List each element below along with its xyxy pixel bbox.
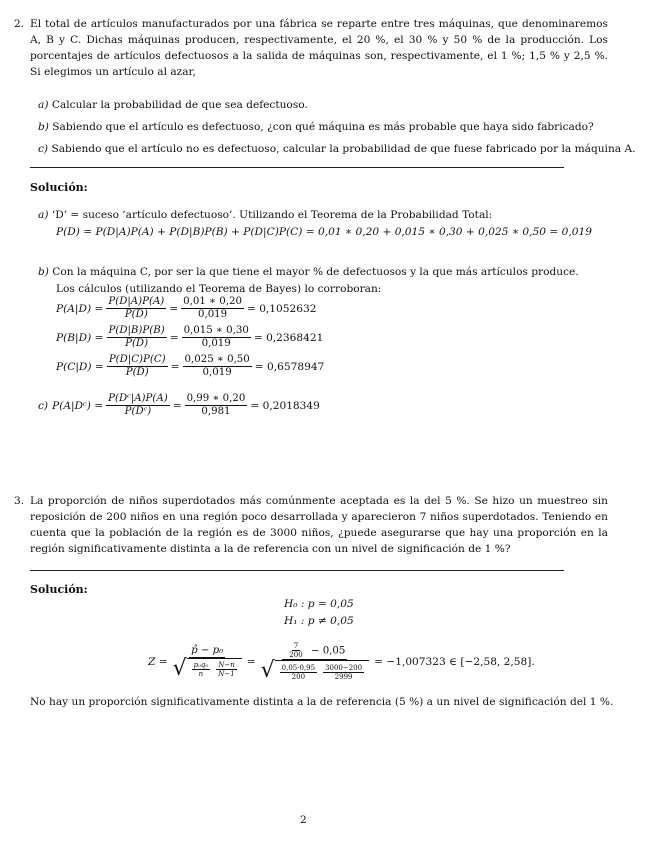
z-formula-fraction: [171, 645, 244, 680]
radical-sign: √: [172, 655, 187, 681]
part-label: b): [38, 266, 49, 278]
fraction: [280, 664, 317, 681]
z-value-fraction: [259, 642, 371, 682]
numeric-fraction: [182, 325, 251, 350]
bayes-fraction: [107, 325, 167, 350]
problem-3-number: 3.: [14, 495, 25, 507]
part-label: c): [38, 143, 49, 155]
numerator: P(D|C)P(C): [108, 354, 166, 365]
square-root: [172, 655, 242, 681]
square-root: [261, 660, 369, 682]
numerator: [282, 642, 347, 660]
denominator: [259, 660, 371, 682]
bayes-fraction: [106, 393, 170, 418]
fraction: [192, 661, 211, 678]
solution-a-text: [38, 207, 492, 223]
denominator: 0,019: [197, 309, 228, 320]
result: = 0,2018349: [250, 399, 320, 412]
numerator: 0,025 ∗ 0,50: [184, 354, 250, 365]
denominator: 200: [289, 651, 303, 659]
numerator: 0,015 ∗ 0,30: [183, 325, 249, 336]
denominator: 200: [291, 672, 306, 681]
solution-heading: Solución:: [30, 181, 88, 194]
denominator: 0,019: [201, 338, 231, 349]
numerator: 0,99 ∗ 0,20: [186, 393, 246, 404]
part-text: Sabiendo que el artículo es defectuoso, ¿con qué máquina es más probable que haya sido fabricado?: [52, 121, 594, 133]
solution-b-description: Con la máquina C, por ser la que tiene el mayor % de defectuosos y la que más artículos produce.: [52, 266, 579, 278]
total-probability-formula: P(D) = P(D|A)P(A) + P(D|B)P(B) + P(D|C)P(C) = 0,01 ∗ 0,20 + 0,015 ∗ 0,30 + 0,025 ∗ 0,50 = 0,019: [56, 226, 592, 238]
problem-3-statement: La proporción de niños superdotados más comúnmente aceptada es la del 5 %. Se hizo un muestreo sin reposición de 200 niños en una región poco desarrollada y aparecieron 7 niños superdotados. Teniendo en cuenta que la población de la región es de 3000 niños, ¿puede asegurarse que hay una proporción en la región significativamente distinta a la de referencia con un nivel de significación de 1 %?: [30, 495, 608, 555]
divider: [30, 570, 564, 571]
alternative-hypothesis: H₁ : p ≠ 0,05: [284, 615, 354, 627]
denominator: P(D): [124, 309, 148, 320]
numerator: p̂ − p₀: [191, 644, 224, 656]
result: = 0,2368421: [253, 331, 324, 344]
z-lhs: Z =: [148, 656, 168, 668]
problem-2-part-b: [38, 119, 594, 135]
problem-2-statement: El total de artículos manufacturados por una fábrica se reparte entre tres máquinas, que denominaremos A, B y C. Dichas máquinas producen, respectivamente, el 20 %, el 30 % y 50 % de la producción. Los porcentajes de artículos defectuosos a la salida de máquinas son, respectivamente, el 1 %; 1,5 % y 2,5 %. Si elegimos un artículo al azar,: [30, 18, 608, 78]
conclusion: No hay un proporción significativamente distinta a la de referencia (5 %) a un nivel de significación del 1 %.: [30, 696, 614, 708]
numeric-fraction: [181, 296, 244, 321]
bayes-lhs: P(B|D) =: [56, 331, 104, 344]
denominator: P(D): [125, 367, 149, 378]
page-number: 2: [300, 814, 307, 826]
fraction: [216, 661, 237, 678]
divider: [30, 167, 564, 168]
solution-c-formula: [38, 393, 320, 418]
part-label: b): [38, 121, 49, 133]
bayes-lhs: P(A|Dᶜ) =: [52, 399, 104, 412]
problem-2-part-c: [38, 141, 635, 157]
bayes-row-a: [56, 296, 317, 321]
bayes-row-c: [56, 354, 324, 379]
fraction: [287, 642, 304, 659]
equals: =: [170, 360, 180, 373]
equals: =: [246, 656, 256, 668]
denominator: P(Dᶜ): [124, 406, 152, 417]
null-hypothesis: H₀ : p = 0,05: [284, 598, 354, 610]
denominator: N−1: [218, 670, 235, 678]
numerator: 3000−200: [325, 663, 363, 672]
part-text: Calcular la probabilidad de que sea defectuoso.: [51, 99, 308, 111]
part-label: a): [38, 209, 49, 221]
numerator: 7: [293, 642, 299, 650]
numerator: P(D|B)P(B): [108, 325, 165, 336]
part-text: Sabiendo que el artículo no es defectuoso, calcular la probabilidad de que fuese fabricado por la máquina A.: [51, 143, 636, 155]
part-label: a): [38, 99, 49, 111]
radical-sign: √: [260, 658, 275, 683]
numerator: P(D|A)P(A): [108, 296, 165, 307]
equals: =: [169, 331, 179, 344]
numerator: p₀q₀: [193, 661, 209, 669]
equals: =: [172, 399, 182, 412]
solution-b-note: Los cálculos (utilizando el Teorema de Bayes) lo corroboran:: [56, 283, 382, 295]
problem-2-part-a: [38, 97, 308, 113]
numeric-fraction: [185, 393, 248, 418]
result: = 0,1052632: [246, 302, 317, 315]
numerator: 0,05·0,95: [281, 663, 316, 672]
z-statistic-formula: [148, 642, 535, 682]
numerator: 0,01 ∗ 0,20: [183, 296, 242, 307]
bayes-fraction: [106, 296, 166, 321]
minus-term: − 0,05: [310, 645, 346, 657]
denominator: P(D): [125, 338, 149, 349]
numerator: P(Dᶜ|A)P(A): [108, 393, 168, 404]
solution-a-description: ‘D’ = suceso ‘artículo defectuoso’. Utilizando el Teorema de la Probabilidad Total:: [51, 209, 493, 221]
fraction: [323, 664, 364, 681]
denominator: 0,019: [202, 367, 232, 378]
bayes-lhs: P(A|D) =: [56, 302, 104, 315]
denominator: n: [198, 670, 204, 678]
result: = 0,6578947: [254, 360, 325, 373]
equals: =: [169, 302, 179, 315]
numerator: N−n: [218, 661, 235, 669]
problem-2-number: 2.: [14, 18, 25, 30]
solution-heading: Solución:: [30, 583, 88, 596]
z-result: = −1,007323 ∈ [−2,58, 2,58].: [374, 656, 535, 668]
denominator: [171, 655, 244, 681]
part-label: c): [38, 399, 49, 412]
numeric-fraction: [183, 354, 252, 379]
solution-b-text: [38, 264, 579, 280]
bayes-row-b: [56, 325, 323, 350]
bayes-fraction: [107, 354, 168, 379]
bayes-lhs: P(C|D) =: [56, 360, 104, 373]
denominator: 2999: [334, 672, 353, 681]
denominator: 0,981: [201, 406, 231, 417]
